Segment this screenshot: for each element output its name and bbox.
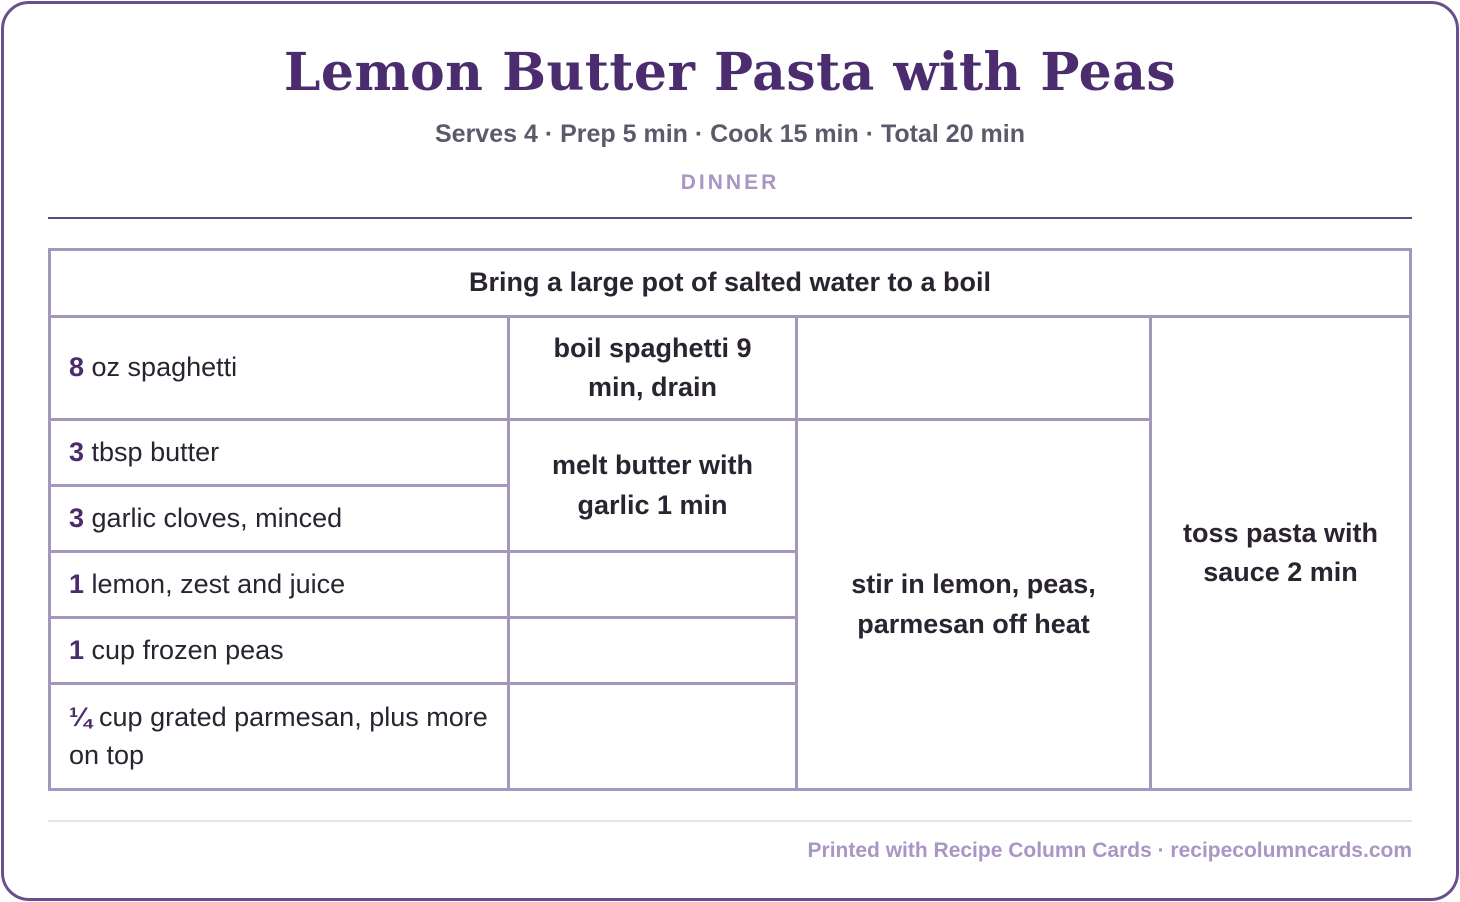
ingredient-qty: ¼	[69, 701, 92, 732]
ingredient-qty: 3	[69, 436, 85, 467]
ingredient-qty: 8	[69, 352, 85, 383]
footer-credit: Printed with Recipe Column Cards · recipecolumncards.com	[807, 839, 1412, 862]
step-boil-text: boil spaghetti 9 min, drain	[553, 332, 752, 402]
ingredient-row	[51, 318, 510, 421]
ingredient-row	[51, 487, 510, 553]
ingredient-row	[51, 685, 510, 788]
ingredient-text: cup grated parmesan, plus more on top	[69, 701, 488, 770]
step-melt-text: melt butter with garlic 1 min	[552, 450, 753, 520]
empty-cell	[798, 318, 1152, 421]
recipe-meta: Serves 4 · Prep 5 min · Cook 15 min · Total 20 min	[435, 120, 1025, 148]
ingredient-text: cup frozen peas	[84, 634, 284, 665]
step-stir-text: stir in lemon, peas, parmesan off heat	[851, 569, 1096, 639]
ingredient-text: tbsp butter	[84, 436, 220, 467]
step-stir	[798, 421, 1152, 788]
recipe-column-table	[48, 248, 1412, 791]
ingredient-row	[51, 553, 510, 619]
header-step	[51, 251, 1409, 318]
recipe-title: Lemon Butter Pasta with Peas	[283, 42, 1177, 103]
empty-cell	[510, 685, 798, 788]
step-toss	[1152, 318, 1409, 788]
ingredient-text: lemon, zest and juice	[84, 568, 346, 599]
step-melt	[510, 421, 798, 553]
footer-divider	[48, 820, 1412, 822]
ingredient-qty: 1	[69, 634, 85, 665]
ingredient-qty: 1	[69, 568, 85, 599]
ingredient-qty: 3	[69, 502, 85, 533]
header-step-text: Bring a large pot of salted water to a boil	[468, 267, 992, 298]
step-toss-text: toss pasta with sauce 2 min	[1182, 517, 1379, 587]
ingredient-row	[51, 421, 510, 487]
header-divider	[48, 217, 1412, 219]
ingredient-text: garlic cloves, minced	[84, 502, 343, 533]
recipe-category: DINNER	[680, 171, 780, 194]
empty-cell	[510, 553, 798, 619]
ingredient-row	[51, 619, 510, 685]
step-boil	[510, 318, 798, 421]
ingredient-text: oz spaghetti	[84, 352, 238, 383]
empty-cell	[510, 619, 798, 685]
